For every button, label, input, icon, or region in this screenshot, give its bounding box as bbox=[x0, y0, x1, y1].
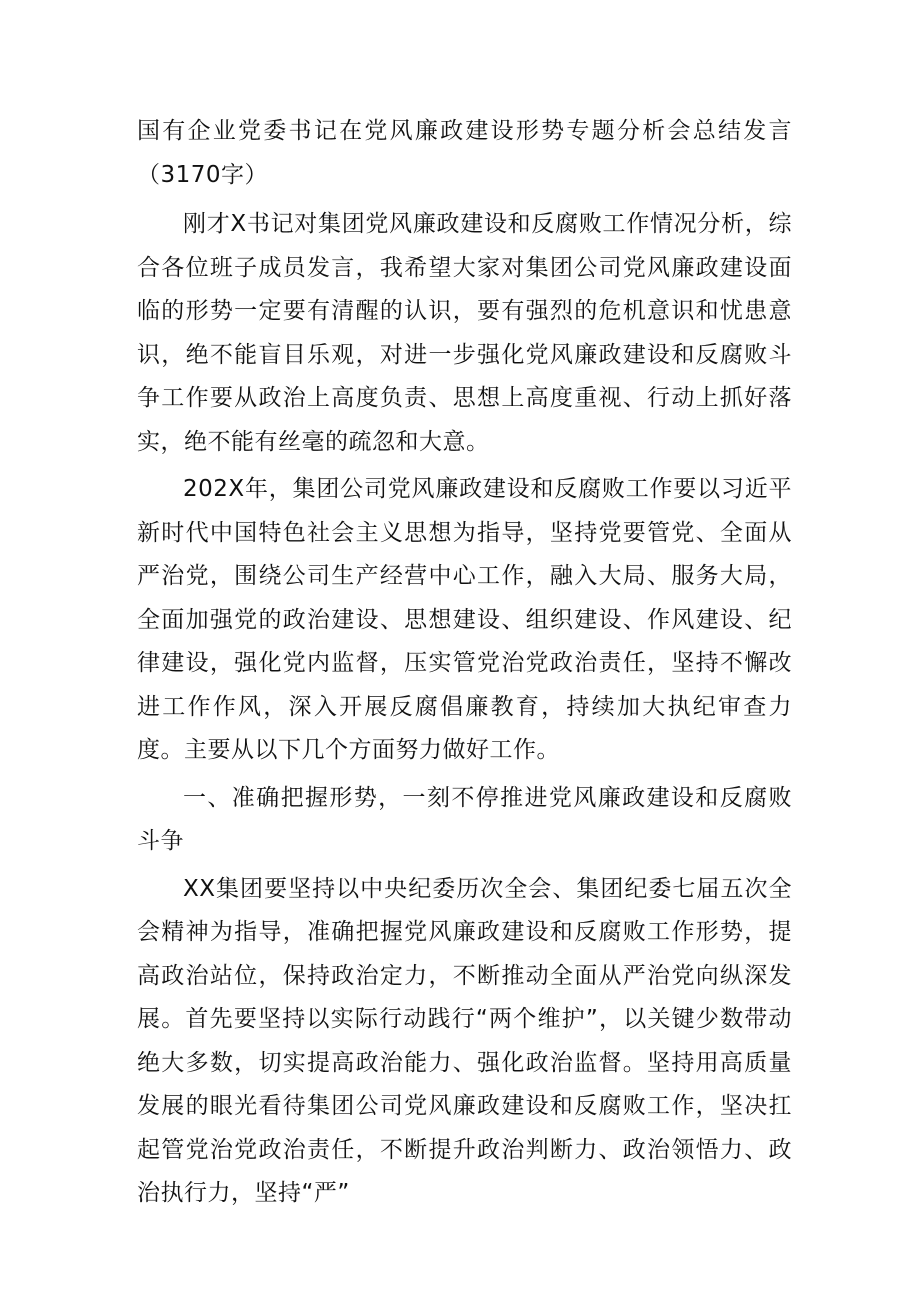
document-body bbox=[137, 110, 792, 1220]
document-title: 国有企业党委书记在党风廉政建设形势专题分析会总结发言（3170字） bbox=[137, 118, 792, 188]
paragraph-annual-plan: 202X年，集团公司党风廉政建设和反腐败工作要以习近平新时代中国特色社会主义思想为指导，坚持党要管党、全面从严治党，围绕公司生产经营中心工作，融入大局、服务大局，全面加强党的政治建设、思想建设、组织建设、作风建设、纪律建设，强化党内监督，压实管党治党政治责任，坚持不懈改进工作作风，深入开展反腐倡廉教育，持续加大执纪审查力度。主要从以下几个方面努力做好工作。 bbox=[137, 476, 792, 763]
paragraph-opening: 刚才X书记对集团党风廉政建设和反腐败工作情况分析，综合各位班子成员发言，我希望大家对集团公司党风廉政建设面临的形势一定要有清醒的认识，要有强烈的危机意识和忧患意识，绝不能盲目乐观，对进一步强化党风廉政建设和反腐败斗争工作要从政治上高度负责、思想上高度重视、行动上抓好落实，绝不能有丝毫的疏忽和大意。 bbox=[137, 211, 792, 455]
paragraph-section-1: XX集团要坚持以中央纪委历次全会、集团纪委七届五次全会精神为指导，准确把握党风廉政建设和反腐败工作形势，提高政治站位，保持政治定力，不断推动全面从严治党向纵深发展。首先要坚持以实际行动践行“两个维护”，以关键少数带动绝大多数，切实提高政治能力、强化政治监督。坚持用高质量发展的眼光看待集团公司党风廉政建设和反腐败工作，坚决扛起管党治党政治责任，不断提升政治判断力、政治领悟力、政治执行力，坚持“严” bbox=[137, 875, 792, 1206]
section-heading-1: 一、准确把握形势，一刻不停推进党风廉政建设和反腐败斗争 bbox=[137, 784, 792, 854]
